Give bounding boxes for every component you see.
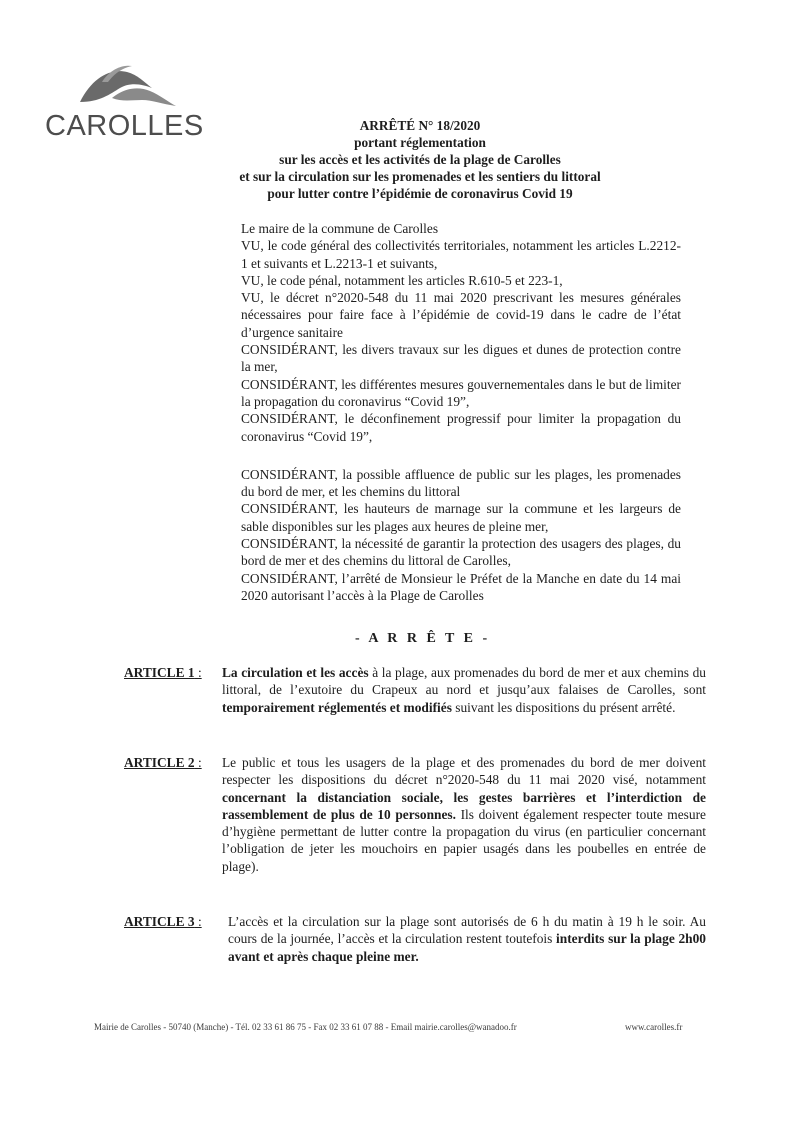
article-body: Le public et tous les usagers de la plage et des promenades du bord de mer doivent respecter les dispositions du décret n°2020-548 du 11 mai 2020 visé, notamment concernant la distanciation sociale, les gestes barrières et l’interdiction de rassemblement de plus de 10 personnes. Ils doivent également respecter toute mesure d’hygiène permettant de lutter contre la propagation du virus (en particulier concernant l’obligation de jeter les mouchoirs en papier usagés dans les poubelles en entrée de plage).: [222, 755, 706, 874]
article-label: ARTICLE 2 :: [124, 755, 202, 770]
decree-title: [170, 117, 670, 202]
preamble-paragraph: VU, le décret n°2020-548 du 11 mai 2020 prescrivant les mesures générales nécessaires pour faire face à l’épidémie de covid-19 dans le cadre de l’état d’urgence sanitaire: [241, 290, 681, 340]
preamble-paragraph: VU, le code général des collectivités territoriales, notamment les articles L.2212-1 et suivants et L.2213-1 et suivants,: [241, 238, 681, 271]
carolles-wave-icon: [72, 58, 182, 113]
preamble-paragraph: CONSIDÉRANT, l’arrêté de Monsieur le Préfet de la Manche en date du 14 mai 2020 autorisant l’accès à la Plage de Carolles: [241, 570, 681, 603]
preamble-paragraph: Le maire de la commune de Carolles: [241, 221, 439, 236]
preamble-paragraph: CONSIDÉRANT, les hauteurs de marnage sur la commune et les largeurs de sable disponibles sur les plages aux heures de pleine mer,: [241, 501, 681, 534]
article-label-text: ARTICLE 1: [124, 665, 195, 680]
footer-website-link[interactable]: www.carolles.fr: [625, 1022, 683, 1032]
article-label-text: ARTICLE 2: [124, 755, 195, 770]
article-body: La circulation et les accès à la plage, aux promenades du bord de mer et aux chemins du littoral, de l’exutoire du Crapeux au nord et jusqu’aux falaises de Carolles, sont temporairement réglementés et modifiés suivant les dispositions du présent arrêté.: [222, 665, 706, 715]
preamble-paragraph: VU, le code pénal, notamment les articles R.610-5 et 223-1,: [241, 272, 563, 288]
preamble-paragraph: CONSIDÉRANT, le déconfinement progressif pour limiter la propagation du coronavirus “Covid 19”,: [241, 411, 681, 444]
preamble-paragraph: CONSIDÉRANT, la possible affluence de public sur les plages, les promenades du bord de mer, et les chemins du littoral: [241, 466, 681, 500]
article-label: ARTICLE 1 :: [124, 665, 202, 680]
preamble-paragraph: CONSIDÉRANT, les différentes mesures gouvernementales dans le but de limiter la propagation du coronavirus “Covid 19”,: [241, 376, 681, 409]
article-label-text: ARTICLE 3: [124, 914, 195, 929]
title-line: pour lutter contre l’épidémie de coronavirus Covid 19: [267, 186, 573, 201]
title-line: portant réglementation: [354, 135, 486, 150]
preamble-paragraph: CONSIDÉRANT, les divers travaux sur les digues et dunes de protection contre la mer,: [241, 342, 681, 375]
footer-contact: Mairie de Carolles - 50740 (Manche) - Tél. 02 33 61 86 75 - Fax 02 33 61 07 88 - Email mairie.carolles@wanadoo.fr: [94, 1022, 517, 1032]
preamble: [241, 220, 681, 604]
title-line: sur les accès et les activités de la plage de Carolles: [279, 152, 561, 167]
preamble-paragraph: CONSIDÉRANT, la nécessité de garantir la protection des usagers des plages, du bord de mer et des chemins du littoral de Carolles,: [241, 536, 681, 569]
logo-text: CAROLLES: [45, 110, 204, 142]
article-body: L’accès et la circulation sur la plage sont autorisés de 6 h du matin à 19 h le soir. Au cours de la journée, l’accès et la circulation restent toutefois interdits sur la plage 2h00 avant et après chaque pleine mer.: [228, 914, 706, 964]
article-label: ARTICLE 3 :: [124, 914, 202, 929]
arrete-heading: - A R R Ê T E -: [355, 631, 491, 646]
decree-number: ARRÊTÉ N° 18/2020: [359, 118, 481, 133]
title-line: et sur la circulation sur les promenades et les sentiers du littoral: [239, 169, 601, 184]
